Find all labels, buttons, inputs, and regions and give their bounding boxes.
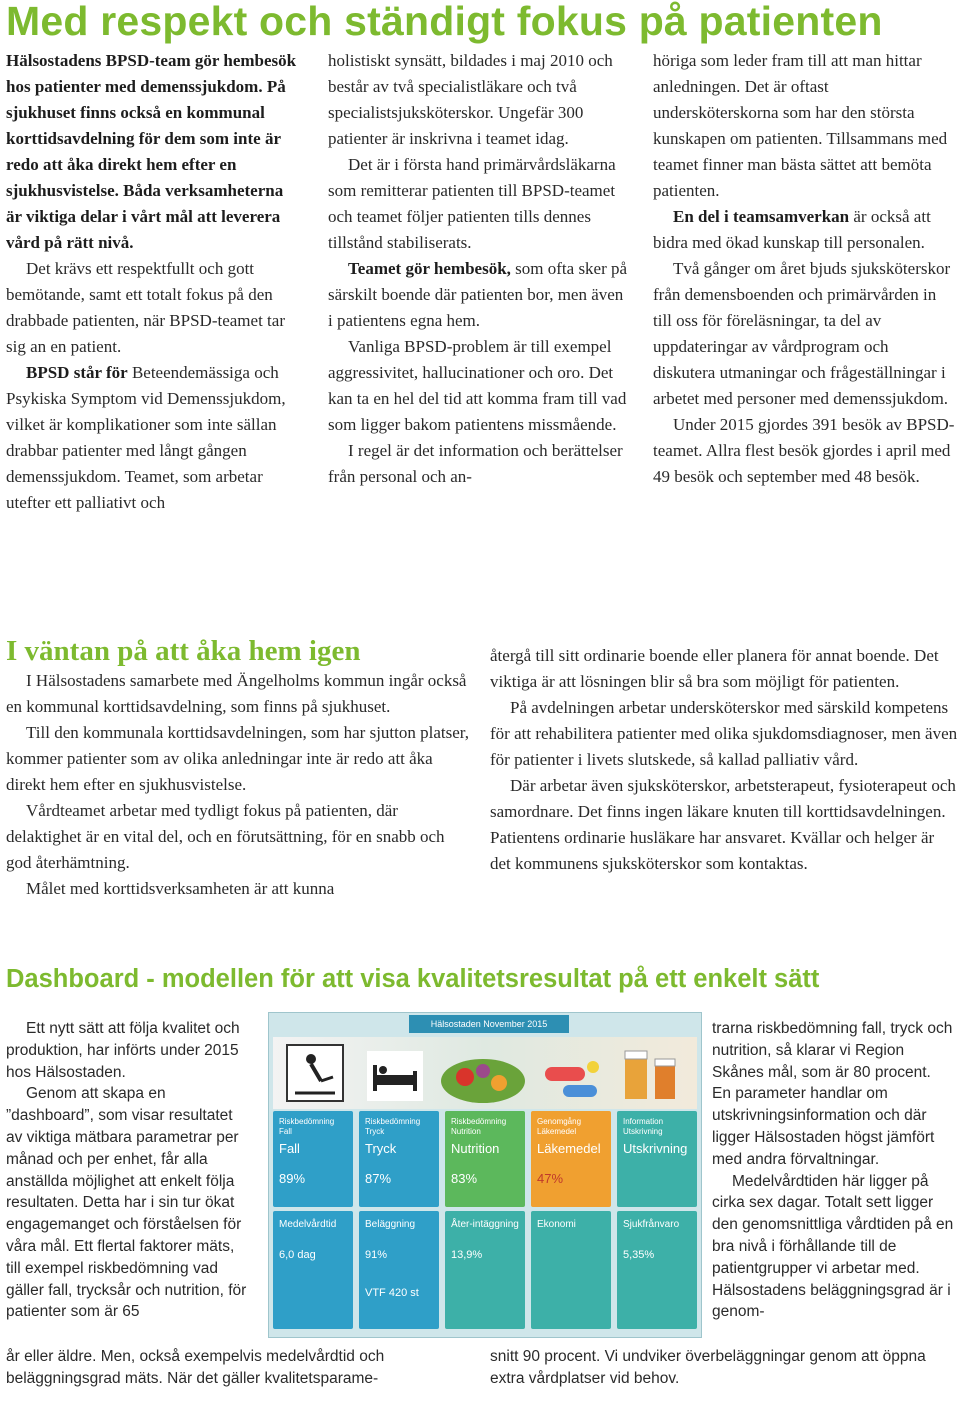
card-value: 5,35% bbox=[623, 1249, 655, 1261]
dashboard-card bbox=[445, 1211, 525, 1329]
card-value: 89% bbox=[279, 1171, 306, 1186]
paragraph: Där arbetar även sjuksköterskor, arbetsterapeut, fysioterapeut och samordnare. Det finns ingen läkare knuten till korttidsavdelningen. Patientens ordinarie husläkare har ansvaret. Kvällar och helger är det kommunens sjuksköterskor som kontaktas. bbox=[490, 776, 956, 873]
paragraph: trarna riskbedömning fall, tryck och nutrition, så klarar vi Region Skånes mål, som är 80 procent. En parameter handlar om utskrivningsinformation och där ligger Hälsostaden högst jämfört med andra förvaltningar. bbox=[712, 1020, 953, 1168]
dashboard-card bbox=[273, 1211, 353, 1329]
dashboard-illustration bbox=[273, 1037, 697, 1109]
paragraph: Under 2015 gjordes 391 besök av BPSD-teamet. Allra flest besök gjordes i april med 49 besök och september med 48 besök. bbox=[653, 415, 955, 486]
dashboard-card bbox=[445, 1111, 525, 1207]
card-label: Beläggning bbox=[365, 1219, 416, 1230]
section-heading: I väntan på att åka hem igen bbox=[6, 635, 361, 667]
paragraph: holistiskt synsätt, bildades i maj 2010 och består av två specialistläkare och två specialistsjuksköterskor. Ungefär 300 patienter är inskrivna i teamet idag. bbox=[328, 51, 613, 148]
dashboard-image bbox=[268, 1012, 702, 1338]
dashboard-card bbox=[617, 1111, 697, 1207]
paragraph: I regel är det information och berättelser från personal och an- bbox=[328, 441, 623, 486]
card-value: 13,9% bbox=[451, 1249, 483, 1261]
card-label: Information Utskrivning bbox=[623, 1117, 664, 1136]
paragraph: Vanliga BPSD-problem är till exempel aggressivitet, hallucinationer och oro. Det kan ta en hel del tid att komma fram till vad som ligger bakom patientens missmående. bbox=[328, 337, 627, 434]
bed-icon bbox=[367, 1051, 423, 1101]
dashboard-card bbox=[531, 1111, 611, 1207]
fall-icon bbox=[287, 1045, 343, 1101]
paragraph: återgå till sitt ordinarie boende eller planera för annat boende. Det viktiga är att lösningen blir så bra som möjligt för patienten. bbox=[490, 646, 939, 691]
paragraph: I Hälsostadens samarbete med Ängelholms kommun ingår också en kommunal korttidsavdelning, som finns på sjukhuset. bbox=[6, 671, 467, 716]
dashboard-card bbox=[531, 1211, 611, 1329]
card-value: 83% bbox=[451, 1171, 478, 1186]
card-label: Riskbedömning Tryck bbox=[365, 1117, 421, 1136]
card-value: 47% bbox=[537, 1171, 564, 1186]
paragraph: Det är i första hand primärvårdsläkarna som remitterar patienten till BPSD-teamet och teamet följer patienten tills dennes tillstånd stabiliserats. bbox=[328, 155, 616, 252]
card-extra: VTF 420 st bbox=[365, 1287, 419, 1299]
dashboard-icons bbox=[273, 1037, 697, 1109]
paragraph bbox=[653, 204, 955, 256]
medicine-bottles-icon bbox=[625, 1051, 675, 1099]
section-heading: Dashboard - modellen för att visa kvalitetsresultat på ett enkelt sätt bbox=[6, 965, 820, 993]
bold-lead: En del i teamsamverkan bbox=[673, 207, 850, 226]
card-name: Utskrivning bbox=[623, 1141, 688, 1156]
paragraph: Målet med korttidsverksamheten är att kunna bbox=[26, 879, 335, 898]
card-label: Åter-intäggning bbox=[451, 1219, 519, 1230]
paragraph: Vårdteamet arbetar med tydligt fokus på patienten, där delaktighet är en vital del, och en förutsättning, för en snabb och god återhämtning. bbox=[6, 801, 445, 872]
card-name: Läkemedel bbox=[537, 1141, 601, 1156]
paragraph: snitt 90 procent. Vi undviker överbeläggningar genom att öppna extra vårdplatser vid behov. bbox=[490, 1348, 926, 1387]
column-3 bbox=[653, 48, 955, 490]
page-title: Med respekt och ständigt fokus på patienten bbox=[6, 0, 883, 44]
section2-right bbox=[490, 643, 958, 877]
card-value: 87% bbox=[365, 1171, 392, 1186]
dashboard-card bbox=[273, 1111, 353, 1207]
paragraph: Genom att skapa en ”dashboard”, som visar resultatet av viktiga mätbara parametrar per månad och per enhet, får alla anställda möjlighet att enkelt följa resultaten. Detta har i sin tur ökat engagemanget och förståelsen för våra mål. Ett flertal faktorer mäts, till exempel riskbedömning vad gäller fall, trycksår och nutrition, för patienter som är 65 bbox=[6, 1085, 247, 1321]
column-1 bbox=[6, 48, 302, 516]
card-label: Ekonomi bbox=[537, 1219, 576, 1230]
paragraph: Till den kommunala korttidsavdelningen, som har sjutton platser, kommer patienter som av olika anledningar inte är redo att åka direkt hem efter en sjukhusvistelse. bbox=[6, 723, 470, 794]
paragraph: Två gånger om året bjuds sjuksköterskor från demensboenden och primärvården in till oss för föreläsningar, ta del av uppdateringar av vårdprogram och diskutera utmaningar och frågeställningar i arbetet med personer med demenssjukdom. bbox=[653, 259, 951, 408]
card-label: Genomgång Läkemedel bbox=[537, 1117, 582, 1136]
card-label: Riskbedömning Fall bbox=[279, 1117, 335, 1136]
card-label: Medelvårdtid bbox=[279, 1219, 337, 1230]
dashboard-card bbox=[617, 1211, 697, 1329]
card-label: Riskbedömning Nutrition bbox=[451, 1117, 507, 1136]
intro-paragraph: Hälsostadens BPSD-team gör hembesök hos patienter med demenssjukdom. På sjukhuset finns också en kommunal korttidsavdelning för dem som inte är redo att åka direkt hem efter en sjukhusvistelse. Båda verksamheterna är viktiga delar i vårt mål att leverera vård på rätt nivå. bbox=[6, 51, 297, 252]
card-name: Tryck bbox=[365, 1141, 397, 1156]
card-label: Sjukfrånvaro bbox=[623, 1219, 680, 1230]
vegetables-icon bbox=[441, 1059, 525, 1103]
card-name: Fall bbox=[279, 1141, 300, 1156]
paragraph: På avdelningen arbetar undersköterskor med särskild kompetens för att rehabilitera patienter med olika sjukdomsdiagnoser, men även för patienter i livets slutskede, så kallad palliativ vård. bbox=[490, 698, 958, 769]
paragraph: Ett nytt sätt att följa kvalitet och produktion, har införts under 2015 hos Hälsostaden. bbox=[6, 1020, 240, 1081]
dashboard-card bbox=[359, 1111, 439, 1207]
paragraph-text: är också att bidra med ökad kunskap till personalen. bbox=[653, 207, 931, 252]
paragraph: Det krävs ett respektfullt och gott bemötande, samt ett totalt fokus på den drabbade patienten, när BPSD-teamet tar sig an en patient. bbox=[6, 259, 285, 356]
card-value: 91% bbox=[365, 1249, 388, 1261]
paragraph bbox=[328, 256, 630, 334]
dashboard-header: Hälsostaden November 2015 bbox=[409, 1015, 569, 1033]
pills-icon bbox=[545, 1061, 599, 1097]
bold-lead: Teamet gör hembesök, bbox=[348, 259, 511, 278]
section2-left bbox=[6, 668, 470, 902]
card-name: Nutrition bbox=[451, 1141, 500, 1156]
dashboard-card bbox=[359, 1211, 439, 1329]
column-2 bbox=[328, 48, 630, 490]
paragraph-text: Beteendemässiga och Psykiska Symptom vid Demenssjukdom, vilket är komplikationer som inte sällan drabbar patienter med långt gången demenssjukdom. Teamet, som arbetar utefter ett palliativt och bbox=[6, 363, 286, 512]
section3-left bbox=[6, 1018, 252, 1323]
paragraph: år eller äldre. Men, också exempelvis medelvårdtid och beläggningsgrad mäts. När det gäller kvalitetsparame- bbox=[6, 1348, 385, 1387]
card-value: 6,0 dag bbox=[279, 1249, 316, 1261]
paragraph bbox=[6, 360, 302, 516]
section3-right bbox=[712, 1018, 954, 1323]
paragraph: Medelvårdtiden här ligger på cirka sex dagar. Totalt sett ligger den genomsnittliga vårdtiden på en bra nivå i förhållande till de patientgrupper vi arbetar med. Hälsostadens beläggningsgrad är i genom- bbox=[712, 1172, 954, 1321]
bold-lead: BPSD står för bbox=[26, 363, 128, 382]
paragraph: höriga som leder fram till att man hittar anledningen. Det är oftast undersköterskorna som har den största kunskapen om patienten. Tillsammans med teamet finner man bästa sättet att bemöta patienten. bbox=[653, 51, 948, 200]
paragraph-text: som ofta sker på särskilt boende där patienten bor, men även i patientens egna hem. bbox=[328, 259, 628, 330]
